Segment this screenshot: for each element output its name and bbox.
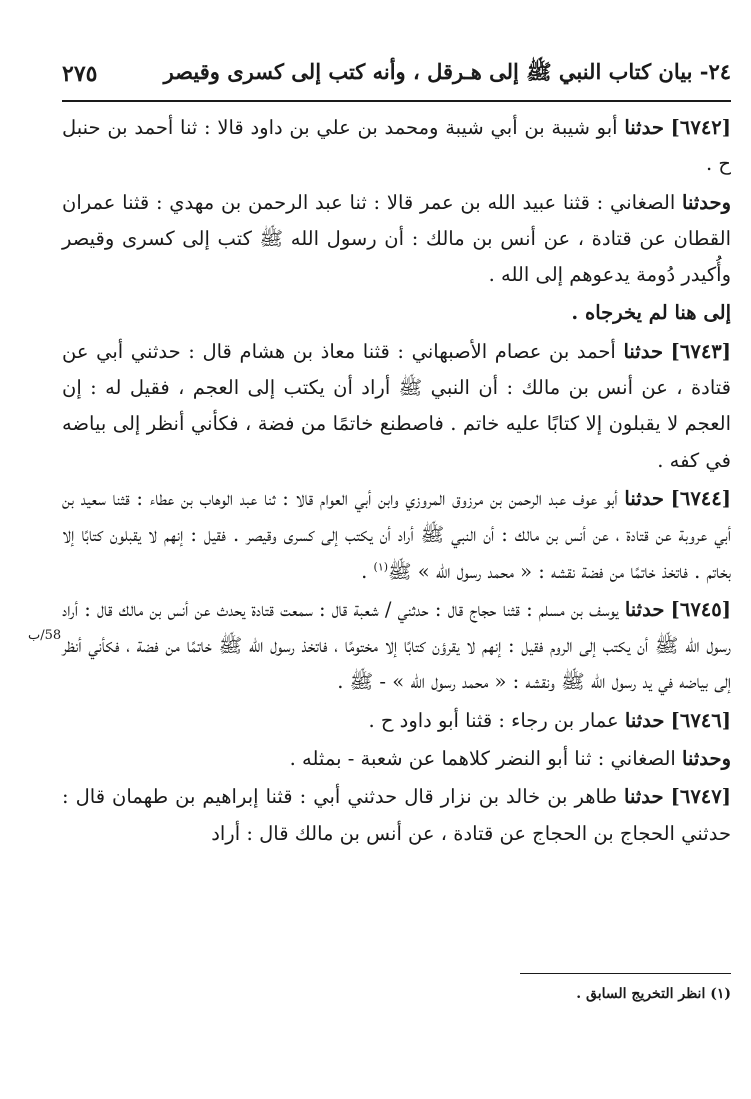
page-header bbox=[62, 52, 731, 96]
hadith-text: يوسف بن مسلم : قثنا حجاج قال : حدثني / شعبة قال : سمعت قتادة يحدث عن أنس بن مالك قال : أراد رسول الله ﷺ أن يكتب إلى الروم فقيل : إنهم لا يقرؤن كتابًا إلا مختومًا ، فاتخذ رسول الله ﷺ خاتمًا من فضة ، فكأني أنظر إلى بياضه في يد رسول الله ﷺ ونقشه : « محمد رسول الله » - ﷺ . bbox=[62, 597, 731, 694]
hadith-paragraph bbox=[62, 779, 731, 852]
hadith-paragraph bbox=[62, 592, 731, 701]
hadith-text: عمار بن رجاء : قثنا أبو داود ح . bbox=[368, 708, 619, 732]
footnote-marker: (١) bbox=[373, 560, 389, 574]
manuscript-folio-note: 58/ب bbox=[28, 628, 62, 643]
footnote: (١) انظر التخريج السابق . bbox=[576, 986, 731, 1002]
narration-lead: حدثنا bbox=[624, 785, 664, 809]
body-text bbox=[62, 110, 731, 852]
hadith-text: الصغاني : ثنا أبو النضر كلاهما عن شعبة - بمثله . bbox=[289, 747, 676, 771]
narration-lead: وحدثنا bbox=[682, 190, 732, 214]
hadith-paragraph bbox=[62, 741, 731, 777]
narration-lead: حدثنا bbox=[624, 597, 665, 621]
running-title: ٢٤- بيان كتاب النبي ﷺ إلى هـرقل ، وأنه كتب إلى كسرى وقيصر bbox=[163, 58, 731, 84]
hadith-number: [٦٧٤٧] bbox=[670, 785, 731, 809]
hadith-number: [٦٧٤٣] bbox=[670, 339, 732, 363]
header-rule bbox=[62, 100, 731, 102]
hadith-paragraph bbox=[62, 481, 731, 590]
narration-lead: حدثنا bbox=[624, 708, 665, 732]
hadith-text: أبو شيبة بن أبي شيبة ومحمد بن علي بن داود قالا : ثنا أحمد بن حنبل ح . bbox=[62, 116, 731, 176]
hadith-text-end: . bbox=[361, 559, 374, 583]
narration-lead: حدثنا bbox=[623, 339, 664, 363]
hadith-text: الصغاني : قثنا عبيد الله بن عمر قالا : ثنا عبد الرحمن بن مهدي : قثنا عمران القطان عن قتادة ، عن أنس بن مالك : أن رسول الله ﷺ كتب إلى كسرى وقيصر وأُكيدر دُومة يدعوهم إلى الله . bbox=[62, 190, 731, 287]
hadith-paragraph bbox=[62, 703, 731, 739]
hadith-text: أبو عوف عبد الرحمن بن مرزوق المروزي وابن أبي العوام قالا : ثنا عبد الوهاب بن عطاء : قثنا سعيد بن أبي عروبة عن قتادة ، عن أنس بن مالك : أن النبي ﷺ أراد أن يكتب إلى كسرى وقيصر . فقيل : إنهم لا يقبلون كتابًا إلا بخاتم . فاتخذ خاتمًا من فضة نقشه : « محمد رسول الله » ﷺ bbox=[62, 486, 731, 583]
hadith-number: [٦٧٤٤] bbox=[670, 486, 731, 510]
footnote-rule bbox=[520, 973, 731, 974]
editor-remark bbox=[62, 295, 731, 331]
hadith-text: طاهر بن خالد بن نزار قال حدثني أبي : قثنا إبراهيم بن طهمان قال : حدثني الحجاج بن الحجاج عن قتادة ، عن أنس بن مالك قال : أراد bbox=[62, 785, 731, 845]
narration-lead: وحدثنا bbox=[682, 747, 731, 771]
hadith-text: أحمد بن عصام الأصبهاني : قثنا معاذ بن هشام قال : حدثني أبي عن قتادة ، عن أنس بن مالك : أن النبي ﷺ أراد أن يكتب إلى العجم ، فقيل له : إن العجم لا يقبلون إلا كتابًا عليه خاتم . فاصطنع خاتمًا من فضة ، فكأني أنظر إلى بياضه في كفه . bbox=[62, 339, 731, 472]
hadith-paragraph bbox=[62, 334, 731, 479]
hadith-number: [٦٧٤٥] bbox=[670, 597, 731, 621]
narration-lead: حدثنا bbox=[624, 486, 664, 510]
narration-lead: حدثنا bbox=[624, 116, 664, 139]
hadith-number: [٦٧٤٦] bbox=[670, 708, 731, 732]
page-number: ٢٧٥ bbox=[62, 61, 98, 87]
hadith-paragraph bbox=[62, 185, 731, 294]
narration-lead: إلى هنا لم يخرجاه . bbox=[571, 301, 731, 325]
hadith-paragraph bbox=[62, 110, 731, 183]
hadith-number: [٦٧٤٢] bbox=[670, 116, 732, 139]
